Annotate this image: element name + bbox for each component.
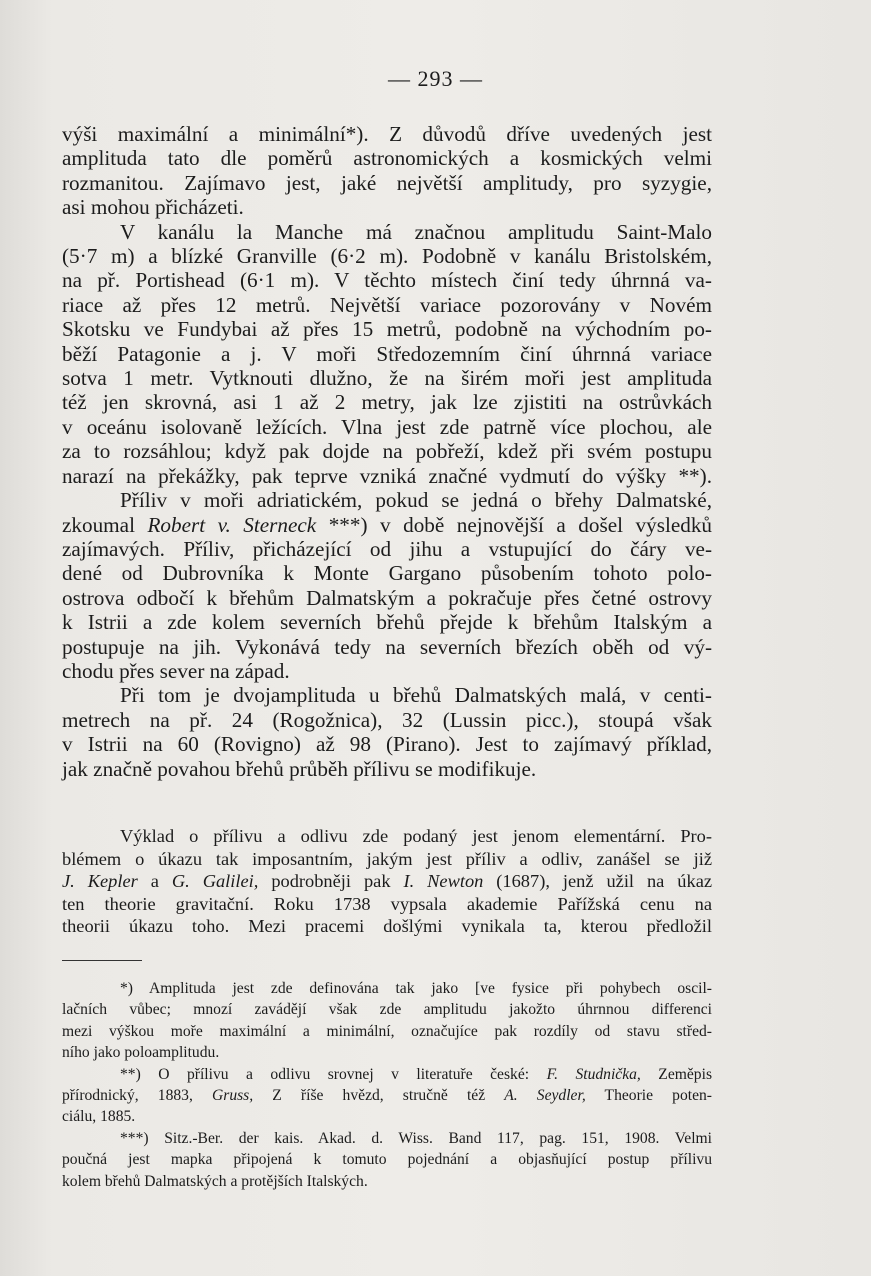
text-line: běží Patagonie a j. V moři Středozemním činí úhrnná variace xyxy=(62,341,712,366)
text-fragment: podrobněji pak xyxy=(258,871,404,892)
page-number: — 293 — xyxy=(388,66,483,91)
footnote-3 xyxy=(62,1128,712,1192)
text-line: amplituda tato dle poměrů astronomických a kosmických velmi xyxy=(62,146,712,171)
text-line: ostrova odbočí k břehům Dalmatským a pokračuje přes četné ostrovy xyxy=(62,585,712,610)
text-line: zajímavých. Příliv, přicházející od jihu a vstupující do čáry ve- xyxy=(62,536,712,561)
footnotes xyxy=(62,978,712,1192)
author-name: F. Studnička, xyxy=(546,1065,641,1083)
author-name: J. Kepler xyxy=(62,871,138,892)
text-line xyxy=(62,1085,712,1106)
small-print-note xyxy=(62,825,712,938)
text-line: ního jako poloamplitudu. xyxy=(62,1044,220,1062)
text-fragment: Theorie poten- xyxy=(585,1087,712,1105)
text-line: též jen skrovná, asi 1 až 2 metry, jak lze zjistiti na ostrůvkách xyxy=(62,390,712,415)
author-name: Robert v. Sterneck xyxy=(147,512,317,537)
text-line: v oceánu isolovaně ležících. Vlna jest zde patrně více plochou, ale xyxy=(62,414,712,439)
text-line: Při tom je dvojamplituda u břehů Dalmatských malá, v centi- xyxy=(120,683,712,708)
text-line: postupuje na jih. Vykonává tedy na severních březích oběh od vý- xyxy=(62,634,712,659)
paragraph-3 xyxy=(62,488,712,683)
text-fragment: Z říše hvězd, stručně též xyxy=(253,1087,505,1105)
text-line: *) Amplituda jest zde definována tak jako [ve fysice při pohybech oscil- xyxy=(120,980,712,997)
text-line: riace až přes 12 metrů. Největší variace pozorovány v Novém xyxy=(62,292,712,317)
text-line: výši maximální a minimální*). Z důvodů dříve uvedených jest xyxy=(62,122,712,146)
author-name: G. Galilei, xyxy=(171,871,259,892)
text-line: ten theorie gravitační. Roku 1738 vypsala akademie Pařížská cenu na xyxy=(62,893,712,914)
main-text xyxy=(62,122,712,781)
text-fragment: přírodnický, 1883, xyxy=(62,1087,212,1105)
text-line: lačních vůbec; mnozí zavádějí však zde amplitudu jakožto úhrnnou differenci xyxy=(62,1001,712,1019)
text-line: sotva 1 metr. Vytknouti dlužno, že na širém moři jest amplituda xyxy=(62,366,712,391)
text-line xyxy=(62,1064,712,1085)
text-line: narazí na překážky, pak teprve vzniká značné vydmutí do výšky **). xyxy=(62,463,712,488)
text-line xyxy=(62,870,712,893)
text-line: blémem o úkazu tak imposantním, jakým jest příliv a odliv, zanášel se již xyxy=(62,848,712,869)
text-line: (5·7 m) a blízké Granville (6·2 m). Podobně v kanálu Bristolském, xyxy=(62,244,712,269)
paragraph-4 xyxy=(62,683,712,781)
text-line: chodu přes sever na západ. xyxy=(62,658,290,683)
text-line: V kanálu la Manche má značnou amplitudu Saint-Malo xyxy=(120,219,712,244)
footnote-1 xyxy=(62,978,712,1064)
text-fragment: a xyxy=(137,871,172,892)
text-line: metrech na př. 24 (Rogožnica), 32 (Lussin picc.), stoupá však xyxy=(62,707,712,732)
text-line: za to rozsáhlou; když pak dojde na pobřeží, kdež při svém postupu xyxy=(62,439,712,464)
text-fragment: **) O přílivu a odlivu srovnej v literatuře české: xyxy=(120,1065,547,1083)
text-line: Příliv v moři adriatickém, pokud se jedná o břehy Dalmatské, xyxy=(120,488,712,513)
text-line: dené od Dubrovníka k Monte Gargano působením tohoto polo- xyxy=(62,561,712,586)
text-line: jak značně povahou břehů průběh přílivu se modifikuje. xyxy=(62,756,537,781)
text-line: v Istrii na 60 (Rovigno) až 98 (Pirano). Jest to zajímavý příklad, xyxy=(62,732,712,757)
text-line: ***) Sitz.-Ber. der kais. Akad. d. Wiss. Band 117, pag. 151, 1908. Velmi xyxy=(120,1129,712,1147)
author-name: I. Newton xyxy=(403,871,484,892)
text-fragment: ***) v době nejnovější a došel výsledků xyxy=(328,512,713,537)
text-fragment: (1687), jenž užil na úkaz xyxy=(483,871,713,892)
text-line: ciálu, 1885. xyxy=(62,1108,136,1126)
text-fragment: Zeměpis xyxy=(640,1065,713,1083)
text-line: asi mohou přicházeti. xyxy=(62,195,244,220)
text-line: kolem břehů Dalmatských a protějších Italských. xyxy=(62,1172,368,1190)
text-line: Skotsku ve Fundybai až přes 15 metrů, podobně na východním po- xyxy=(62,317,712,342)
paragraph-2 xyxy=(62,220,712,488)
text-line: theorii úkazu toho. Mezi pracemi došlými vynikala ta, kterou předložil xyxy=(62,916,712,937)
text-fragment: zkoumal xyxy=(62,512,135,537)
author-name: Gruss, xyxy=(211,1087,254,1105)
paragraph-1 xyxy=(62,122,712,220)
text-line: Výklad o přílivu a odlivu zde podaný jest jenom elementární. Pro- xyxy=(120,826,712,846)
text-line xyxy=(62,513,712,537)
text-line: poučná jest mapka připojená k tomuto pojednání a objasňující postup přílivu xyxy=(62,1151,712,1169)
text-line: k Istrii a zde kolem severních břehů přejde k břehům Italským a xyxy=(62,610,712,635)
footnote-2 xyxy=(62,1064,712,1128)
text-line: mezi výškou moře maximální a minimální, označujíce pak rozdíly od stavu střed- xyxy=(62,1022,712,1040)
footnote-separator xyxy=(62,960,142,961)
text-line: rozmanitou. Zajímavo jest, jaké největší amplitudy, pro syzygie, xyxy=(62,170,712,195)
text-line: na př. Portishead (6·1 m). V těchto místech činí tedy úhrnná va- xyxy=(62,268,712,293)
author-name: A. Seydler, xyxy=(504,1087,586,1105)
